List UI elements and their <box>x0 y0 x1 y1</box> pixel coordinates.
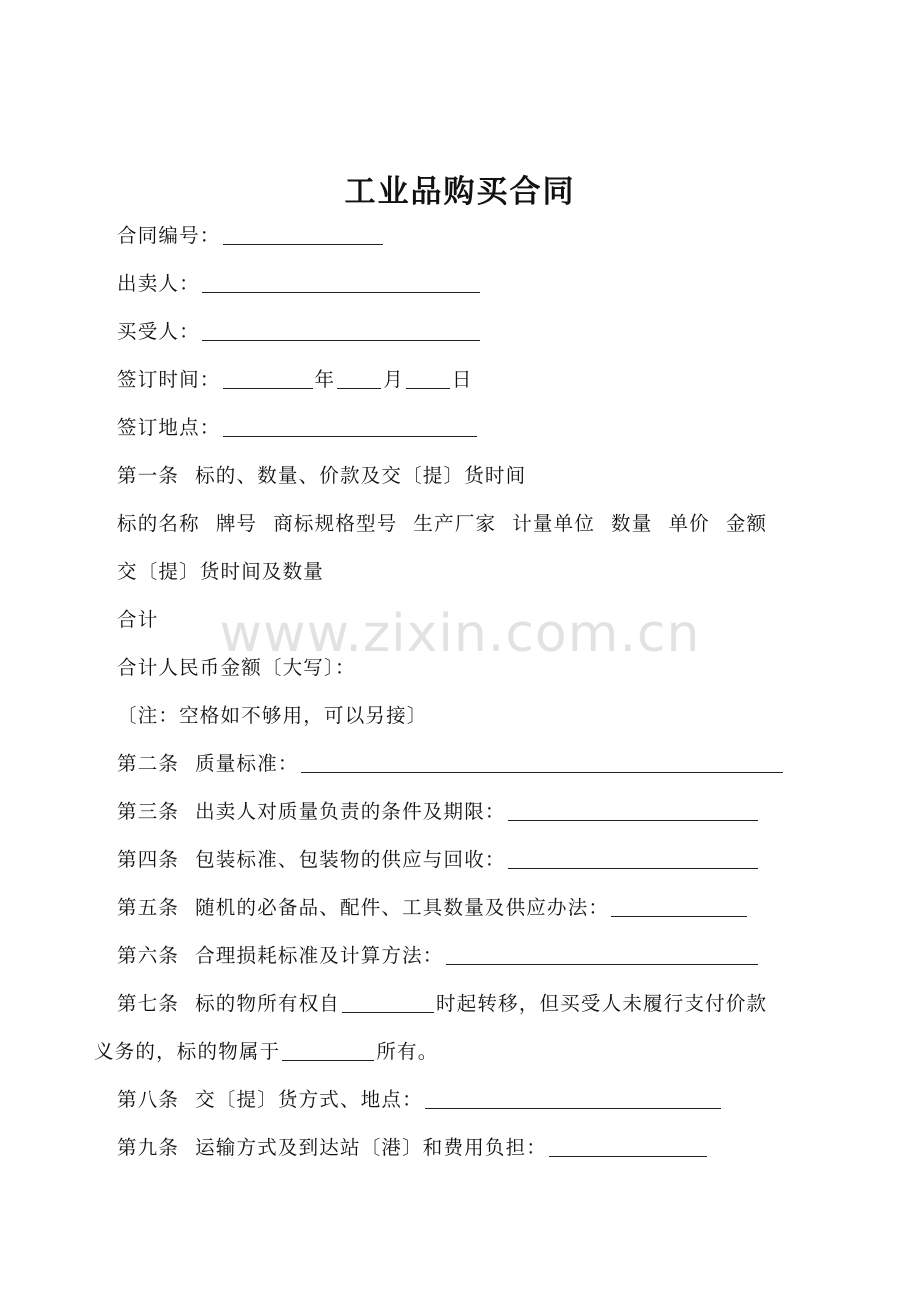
article-7-text-c: 义务的，标的物属于 <box>94 1040 281 1063</box>
total-rmb-label: 合计人民币金额〔大写〕： <box>117 656 356 679</box>
article-2-blank <box>301 752 783 773</box>
article-5 <box>117 894 749 922</box>
article-8-number: 第八条 <box>117 1088 180 1111</box>
month-label: 月 <box>383 368 404 391</box>
header-quantity: 数量 <box>611 512 653 535</box>
article-9-blank <box>549 1136 707 1157</box>
article-7-blank-1 <box>342 992 434 1013</box>
sign-place-line <box>117 414 479 442</box>
header-spec: 商标规格型号 <box>273 512 398 535</box>
contract-number-line <box>117 222 385 250</box>
article-6 <box>117 942 760 970</box>
article-7-number: 第七条 <box>117 992 180 1015</box>
document-title: 工业品购买合同 <box>344 174 576 210</box>
article-4-blank <box>508 848 758 869</box>
article-1-number: 第一条 <box>117 464 180 487</box>
article-9 <box>117 1134 709 1162</box>
total-line <box>117 606 158 634</box>
article-8 <box>117 1086 723 1114</box>
article-9-text: 运输方式及到达站〔港〕和费用负担： <box>195 1136 548 1159</box>
seller-blank <box>202 272 480 293</box>
sign-place-blank <box>223 416 477 437</box>
article-2-number: 第二条 <box>117 752 180 775</box>
article-3-text: 出卖人对质量负责的条件及期限： <box>195 800 506 823</box>
table-header-row-2 <box>117 558 324 586</box>
article-1 <box>117 462 526 490</box>
article-8-blank <box>425 1088 721 1109</box>
buyer-line <box>117 318 482 346</box>
article-3-blank <box>508 800 758 821</box>
table-header-row <box>117 510 767 538</box>
contract-number-label: 合同编号： <box>117 224 221 247</box>
article-7 <box>117 990 767 1018</box>
article-8-text: 交〔提〕货方式、地点： <box>195 1088 423 1111</box>
article-3-number: 第三条 <box>117 800 180 823</box>
article-3 <box>117 798 760 826</box>
contract-number-blank <box>223 224 383 245</box>
sign-time-line <box>117 366 473 394</box>
day-blank <box>406 368 450 389</box>
article-4-number: 第四条 <box>117 848 180 871</box>
article-4-text: 包装标准、包装物的供应与回收： <box>195 848 506 871</box>
article-1-text: 标的、数量、价款及交〔提〕货时间 <box>195 464 527 487</box>
article-7-text-d: 所有。 <box>376 1040 439 1063</box>
article-9-number: 第九条 <box>117 1136 180 1159</box>
article-5-text: 随机的必备品、配件、工具数量及供应办法： <box>195 896 610 919</box>
total-label: 合计 <box>117 608 159 631</box>
article-6-number: 第六条 <box>117 944 180 967</box>
year-blank <box>223 368 313 389</box>
article-7-blank-2 <box>282 1040 374 1061</box>
header-amount: 金额 <box>725 512 768 535</box>
article-5-blank <box>611 896 747 917</box>
article-4 <box>117 846 760 874</box>
header-name: 标的名称 <box>117 512 200 535</box>
article-6-blank <box>446 944 758 965</box>
month-blank <box>337 368 381 389</box>
header-unit-price: 单价 <box>668 512 710 535</box>
year-label: 年 <box>314 368 336 391</box>
note-line <box>117 702 428 730</box>
watermark: www.zixin.com.cn <box>219 604 701 664</box>
header-manufacturer: 生产厂家 <box>413 512 497 535</box>
article-7-continued <box>94 1038 438 1066</box>
seller-line <box>117 270 482 298</box>
buyer-blank <box>202 320 480 341</box>
total-rmb-line <box>117 654 356 682</box>
article-7-text-a: 标的物所有权自 <box>195 992 341 1015</box>
header-delivery-time: 交〔提〕货时间及数量 <box>117 560 325 583</box>
seller-label: 出卖人： <box>117 272 200 295</box>
buyer-label: 买受人： <box>117 320 200 343</box>
sign-place-label: 签订地点： <box>117 416 221 439</box>
day-label: 日 <box>451 368 473 391</box>
article-7-text-b: 时起转移，但买受人未履行支付价款 <box>436 992 768 1015</box>
sign-time-label: 签订时间： <box>117 368 221 391</box>
note-text: 〔注：空格如不够用，可以另接〕 <box>117 704 428 727</box>
article-5-number: 第五条 <box>117 896 180 919</box>
header-unit: 计量单位 <box>512 512 596 535</box>
header-brand: 牌号 <box>215 512 258 535</box>
article-2-text: 质量标准： <box>195 752 299 775</box>
article-2 <box>117 750 785 778</box>
article-6-text: 合理损耗标准及计算方法： <box>195 944 444 967</box>
